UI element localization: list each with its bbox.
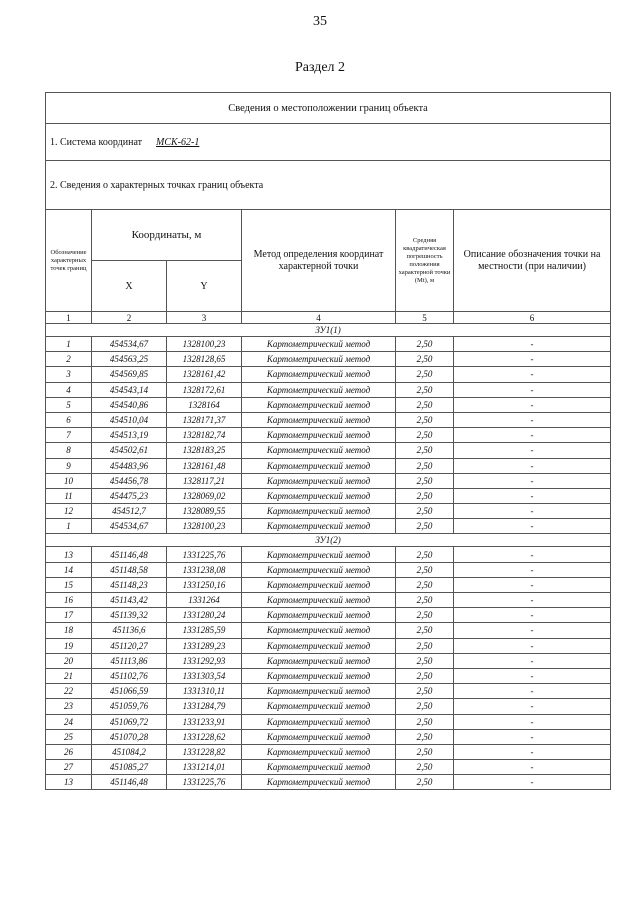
description: - bbox=[454, 412, 611, 427]
point-id: 12 bbox=[46, 504, 92, 519]
table-row bbox=[46, 443, 611, 458]
method: Картометрический метод bbox=[242, 577, 396, 592]
coord-x: 451146,48 bbox=[92, 547, 167, 562]
description: - bbox=[454, 729, 611, 744]
method: Картометрический метод bbox=[242, 684, 396, 699]
error-value: 2,50 bbox=[396, 458, 454, 473]
description: - bbox=[454, 714, 611, 729]
table-row bbox=[46, 699, 611, 714]
coord-x: 454483,96 bbox=[92, 458, 167, 473]
method: Картометрический метод bbox=[242, 760, 396, 775]
coord-y: 1328089,55 bbox=[167, 504, 242, 519]
error-value: 2,50 bbox=[396, 382, 454, 397]
point-id: 18 bbox=[46, 623, 92, 638]
error-value: 2,50 bbox=[396, 593, 454, 608]
error-value: 2,50 bbox=[396, 729, 454, 744]
coord-x: 454513,19 bbox=[92, 428, 167, 443]
point-id: 25 bbox=[46, 729, 92, 744]
coord-y: 1331289,23 bbox=[167, 638, 242, 653]
error-value: 2,50 bbox=[396, 397, 454, 412]
char-points-label: 2. Сведения о характерных точках границ объекта bbox=[46, 161, 611, 210]
page-number: 35 bbox=[313, 14, 327, 29]
coord-x: 451148,23 bbox=[92, 577, 167, 592]
coord-system-label: 1. Система координат bbox=[50, 136, 143, 148]
error-value: 2,50 bbox=[396, 744, 454, 759]
table-row bbox=[46, 519, 611, 534]
method: Картометрический метод bbox=[242, 775, 396, 790]
coord-x: 451143,42 bbox=[92, 593, 167, 608]
point-id: 16 bbox=[46, 593, 92, 608]
table-row bbox=[46, 337, 611, 352]
error-value: 2,50 bbox=[396, 473, 454, 488]
description: - bbox=[454, 397, 611, 412]
boundary-table bbox=[45, 92, 611, 790]
coord-y: 1331225,76 bbox=[167, 547, 242, 562]
coord-y: 1328183,25 bbox=[167, 443, 242, 458]
description: - bbox=[454, 519, 611, 534]
error-value: 2,50 bbox=[396, 608, 454, 623]
description: - bbox=[454, 653, 611, 668]
point-id: 5 bbox=[46, 397, 92, 412]
point-id: 3 bbox=[46, 367, 92, 382]
error-value: 2,50 bbox=[396, 623, 454, 638]
method: Картометрический метод bbox=[242, 699, 396, 714]
point-id: 17 bbox=[46, 608, 92, 623]
description: - bbox=[454, 428, 611, 443]
description: - bbox=[454, 504, 611, 519]
table-row bbox=[46, 760, 611, 775]
method: Картометрический метод bbox=[242, 367, 396, 382]
error-value: 2,50 bbox=[396, 775, 454, 790]
error-value: 2,50 bbox=[396, 577, 454, 592]
table-row bbox=[46, 488, 611, 503]
coord-x: 451136,6 bbox=[92, 623, 167, 638]
description: - bbox=[454, 473, 611, 488]
coord-y: 1331238,08 bbox=[167, 562, 242, 577]
table-row bbox=[46, 382, 611, 397]
header-coordinates: Координаты, м bbox=[92, 210, 242, 261]
method: Картометрический метод bbox=[242, 668, 396, 683]
header-x: X bbox=[92, 261, 167, 312]
method: Картометрический метод bbox=[242, 412, 396, 427]
table-row bbox=[46, 367, 611, 382]
coord-y: 1331214,01 bbox=[167, 760, 242, 775]
method: Картометрический метод bbox=[242, 488, 396, 503]
table-row bbox=[46, 397, 611, 412]
col-number: 3 bbox=[167, 312, 242, 324]
description: - bbox=[454, 577, 611, 592]
description: - bbox=[454, 547, 611, 562]
error-value: 2,50 bbox=[396, 488, 454, 503]
coord-x: 454569,85 bbox=[92, 367, 167, 382]
error-value: 2,50 bbox=[396, 504, 454, 519]
error-value: 2,50 bbox=[396, 519, 454, 534]
error-value: 2,50 bbox=[396, 684, 454, 699]
group-header-row bbox=[46, 324, 611, 337]
table-row bbox=[46, 428, 611, 443]
method: Картометрический метод bbox=[242, 397, 396, 412]
coord-y: 1331225,76 bbox=[167, 775, 242, 790]
coord-x: 454543,14 bbox=[92, 382, 167, 397]
table-row bbox=[46, 473, 611, 488]
description: - bbox=[454, 608, 611, 623]
description: - bbox=[454, 699, 611, 714]
point-id: 11 bbox=[46, 488, 92, 503]
point-id: 6 bbox=[46, 412, 92, 427]
table-row bbox=[46, 608, 611, 623]
column-numbers-row bbox=[46, 312, 611, 324]
description: - bbox=[454, 562, 611, 577]
group-name: ЗУ1(1) bbox=[46, 324, 611, 337]
point-id: 7 bbox=[46, 428, 92, 443]
coord-y: 1331285,59 bbox=[167, 623, 242, 638]
description: - bbox=[454, 638, 611, 653]
coord-x: 454502,61 bbox=[92, 443, 167, 458]
coord-y: 1331310,11 bbox=[167, 684, 242, 699]
coord-y: 1328161,42 bbox=[167, 367, 242, 382]
description: - bbox=[454, 623, 611, 638]
point-id: 15 bbox=[46, 577, 92, 592]
error-value: 2,50 bbox=[396, 428, 454, 443]
description: - bbox=[454, 668, 611, 683]
error-value: 2,50 bbox=[396, 714, 454, 729]
coord-x: 451120,27 bbox=[92, 638, 167, 653]
error-value: 2,50 bbox=[396, 367, 454, 382]
table-row bbox=[46, 668, 611, 683]
coord-x: 451059,76 bbox=[92, 699, 167, 714]
col-number: 6 bbox=[454, 312, 611, 324]
table-row bbox=[46, 638, 611, 653]
header-description: Описание обозначения точки на местности (при наличии) bbox=[454, 210, 611, 312]
header-designation: Обозначение характерных точек границ bbox=[46, 210, 92, 312]
col-number: 1 bbox=[46, 312, 92, 324]
coord-system-value: МСК-62-1 bbox=[156, 136, 200, 148]
coord-x: 454512,7 bbox=[92, 504, 167, 519]
method: Картометрический метод bbox=[242, 458, 396, 473]
point-id: 8 bbox=[46, 443, 92, 458]
point-id: 9 bbox=[46, 458, 92, 473]
col-number: 2 bbox=[92, 312, 167, 324]
method: Картометрический метод bbox=[242, 504, 396, 519]
table-title: Сведения о местоположении границ объекта bbox=[46, 93, 611, 124]
error-value: 2,50 bbox=[396, 337, 454, 352]
coord-y: 1328182,74 bbox=[167, 428, 242, 443]
table-row bbox=[46, 684, 611, 699]
coord-x: 451085,27 bbox=[92, 760, 167, 775]
table-row bbox=[46, 623, 611, 638]
coord-x: 451148,58 bbox=[92, 562, 167, 577]
coord-y: 1331228,62 bbox=[167, 729, 242, 744]
description: - bbox=[454, 382, 611, 397]
method: Картометрический метод bbox=[242, 714, 396, 729]
table-row bbox=[46, 352, 611, 367]
method: Картометрический метод bbox=[242, 562, 396, 577]
coord-x: 454540,86 bbox=[92, 397, 167, 412]
table-row bbox=[46, 775, 611, 790]
error-value: 2,50 bbox=[396, 699, 454, 714]
coord-x: 454475,23 bbox=[92, 488, 167, 503]
point-id: 20 bbox=[46, 653, 92, 668]
description: - bbox=[454, 775, 611, 790]
point-id: 22 bbox=[46, 684, 92, 699]
table-row bbox=[46, 412, 611, 427]
header-y: Y bbox=[167, 261, 242, 312]
point-id: 19 bbox=[46, 638, 92, 653]
table-row bbox=[46, 577, 611, 592]
coord-y: 1331303,54 bbox=[167, 668, 242, 683]
method: Картометрический метод bbox=[242, 653, 396, 668]
method: Картометрический метод bbox=[242, 519, 396, 534]
point-id: 21 bbox=[46, 668, 92, 683]
coord-y: 1328069,02 bbox=[167, 488, 242, 503]
table-row bbox=[46, 653, 611, 668]
coord-x: 451113,86 bbox=[92, 653, 167, 668]
col-number: 4 bbox=[242, 312, 396, 324]
coord-y: 1331284,79 bbox=[167, 699, 242, 714]
coord-y: 1328164 bbox=[167, 397, 242, 412]
point-id: 27 bbox=[46, 760, 92, 775]
coord-x: 451139,32 bbox=[92, 608, 167, 623]
section-title: Раздел 2 bbox=[294, 60, 346, 75]
coord-y: 1331228,82 bbox=[167, 744, 242, 759]
method: Картометрический метод bbox=[242, 593, 396, 608]
coord-system-row bbox=[46, 124, 611, 161]
coord-x: 454534,67 bbox=[92, 337, 167, 352]
description: - bbox=[454, 443, 611, 458]
description: - bbox=[454, 760, 611, 775]
point-id: 24 bbox=[46, 714, 92, 729]
table-row bbox=[46, 593, 611, 608]
method: Картометрический метод bbox=[242, 638, 396, 653]
coord-y: 1328171,37 bbox=[167, 412, 242, 427]
group-header-row bbox=[46, 534, 611, 547]
group-name: ЗУ1(2) bbox=[46, 534, 611, 547]
description: - bbox=[454, 488, 611, 503]
method: Картометрический метод bbox=[242, 623, 396, 638]
col-number: 5 bbox=[396, 312, 454, 324]
point-id: 26 bbox=[46, 744, 92, 759]
coord-y: 1328100,23 bbox=[167, 337, 242, 352]
description: - bbox=[454, 367, 611, 382]
point-id: 1 bbox=[46, 337, 92, 352]
point-id: 14 bbox=[46, 562, 92, 577]
header-error: Средняя квадратическая погрешность положения характерной точки (Мt), м bbox=[396, 210, 454, 312]
coord-y: 1328172,61 bbox=[167, 382, 242, 397]
method: Картометрический метод bbox=[242, 744, 396, 759]
coord-y: 1331292,93 bbox=[167, 653, 242, 668]
method: Картометрический метод bbox=[242, 729, 396, 744]
table-row bbox=[46, 504, 611, 519]
coord-x: 451066,59 bbox=[92, 684, 167, 699]
point-id: 23 bbox=[46, 699, 92, 714]
point-id: 13 bbox=[46, 775, 92, 790]
method: Картометрический метод bbox=[242, 337, 396, 352]
coord-x: 451146,48 bbox=[92, 775, 167, 790]
error-value: 2,50 bbox=[396, 443, 454, 458]
coord-x: 451102,76 bbox=[92, 668, 167, 683]
error-value: 2,50 bbox=[396, 352, 454, 367]
table-row bbox=[46, 562, 611, 577]
description: - bbox=[454, 593, 611, 608]
method: Картометрический метод bbox=[242, 352, 396, 367]
error-value: 2,50 bbox=[396, 412, 454, 427]
description: - bbox=[454, 352, 611, 367]
coord-x: 454510,04 bbox=[92, 412, 167, 427]
error-value: 2,50 bbox=[396, 760, 454, 775]
table-row bbox=[46, 729, 611, 744]
method: Картометрический метод bbox=[242, 473, 396, 488]
method: Картометрический метод bbox=[242, 382, 396, 397]
coord-y: 1331233,91 bbox=[167, 714, 242, 729]
error-value: 2,50 bbox=[396, 638, 454, 653]
coord-y: 1328100,23 bbox=[167, 519, 242, 534]
method: Картометрический метод bbox=[242, 608, 396, 623]
coord-y: 1328161,48 bbox=[167, 458, 242, 473]
error-value: 2,50 bbox=[396, 668, 454, 683]
description: - bbox=[454, 744, 611, 759]
point-id: 4 bbox=[46, 382, 92, 397]
coord-y: 1331250,16 bbox=[167, 577, 242, 592]
method: Картометрический метод bbox=[242, 547, 396, 562]
method: Картометрический метод bbox=[242, 428, 396, 443]
coord-y: 1331280,24 bbox=[167, 608, 242, 623]
coord-y: 1331264 bbox=[167, 593, 242, 608]
method: Картометрический метод bbox=[242, 443, 396, 458]
coord-x: 451084,2 bbox=[92, 744, 167, 759]
description: - bbox=[454, 684, 611, 699]
description: - bbox=[454, 337, 611, 352]
description: - bbox=[454, 458, 611, 473]
coord-x: 454563,25 bbox=[92, 352, 167, 367]
error-value: 2,50 bbox=[396, 562, 454, 577]
error-value: 2,50 bbox=[396, 547, 454, 562]
table-row bbox=[46, 547, 611, 562]
point-id: 10 bbox=[46, 473, 92, 488]
coord-x: 454534,67 bbox=[92, 519, 167, 534]
header-method: Метод определения координат характерной точки bbox=[242, 210, 396, 312]
coord-x: 451070,28 bbox=[92, 729, 167, 744]
point-id: 1 bbox=[46, 519, 92, 534]
table-row bbox=[46, 744, 611, 759]
error-value: 2,50 bbox=[396, 653, 454, 668]
coord-y: 1328117,21 bbox=[167, 473, 242, 488]
coord-x: 454456,78 bbox=[92, 473, 167, 488]
point-id: 2 bbox=[46, 352, 92, 367]
table-row bbox=[46, 714, 611, 729]
point-id: 13 bbox=[46, 547, 92, 562]
coord-y: 1328128,65 bbox=[167, 352, 242, 367]
table-row bbox=[46, 458, 611, 473]
coord-x: 451069,72 bbox=[92, 714, 167, 729]
